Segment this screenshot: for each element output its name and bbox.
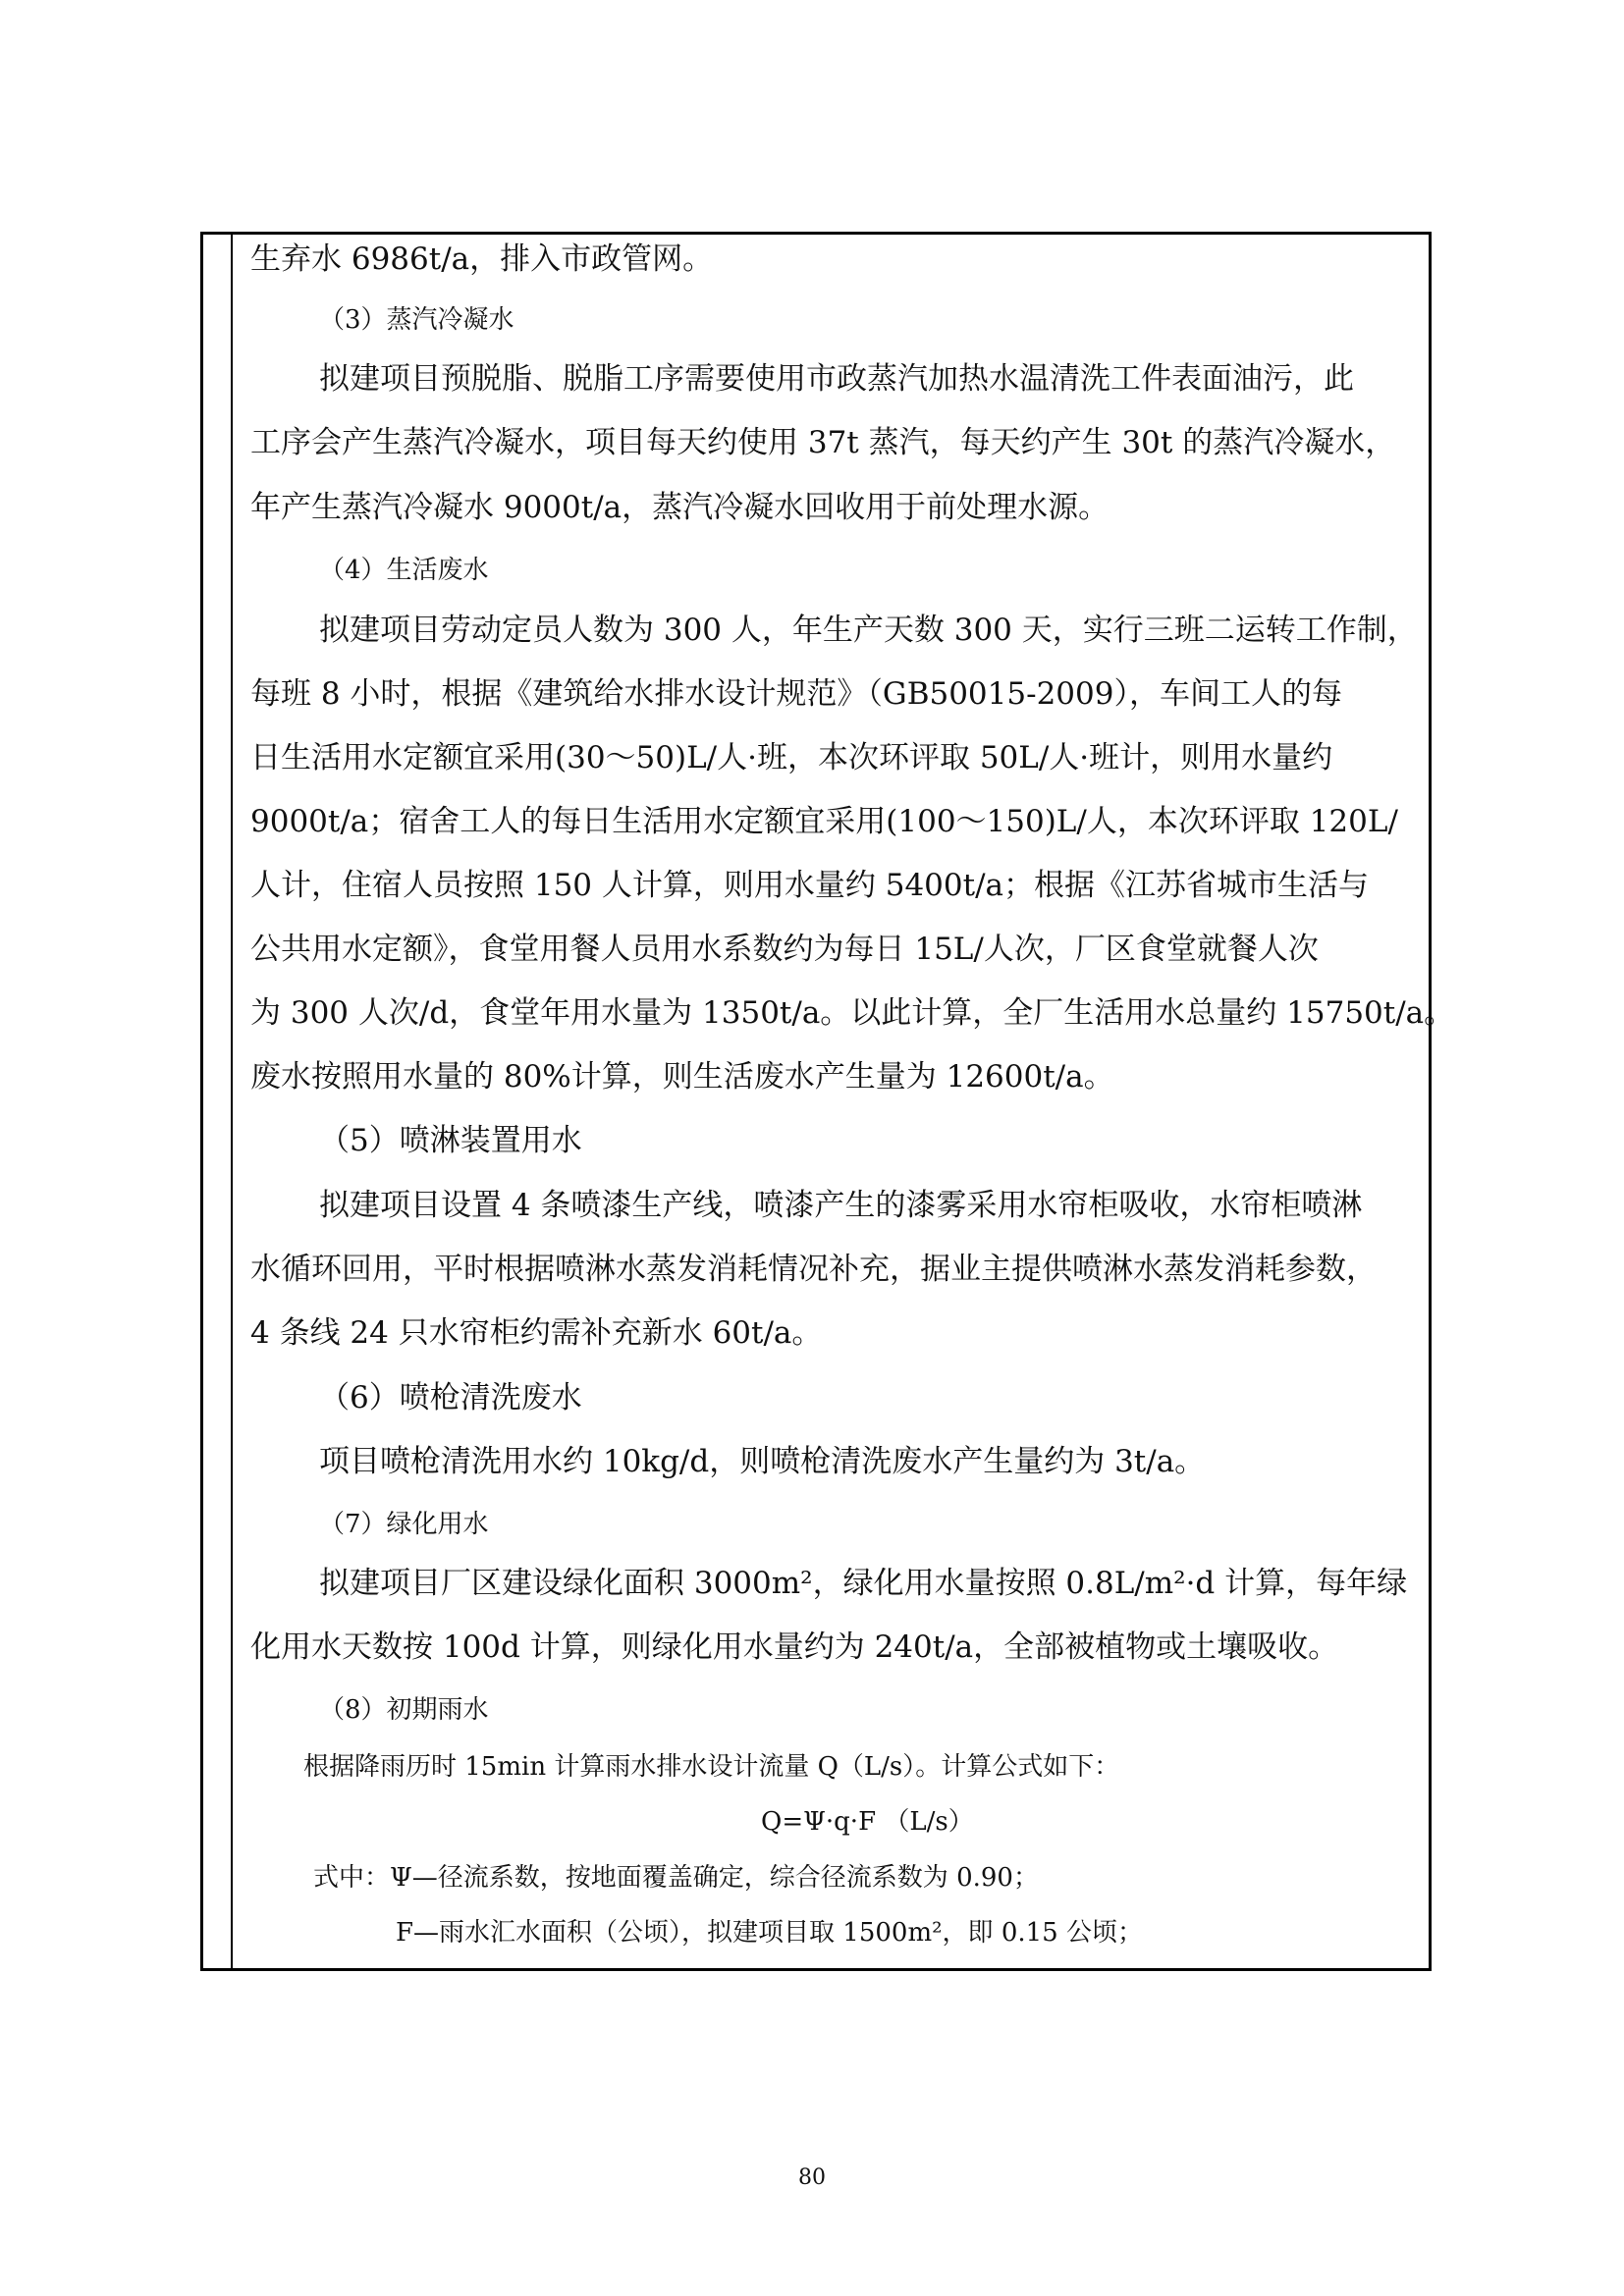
frame-content <box>250 235 1455 1968</box>
paragraph-line: 拟建项目厂区建设绿化面积 3000m²，绿化用水量按照 0.8L/m²·d 计算，每年绿 <box>319 1566 1408 1601</box>
paragraph-line: 化用水天数按 100d 计算，则绿化用水量约为 240t/a，全部被植物或土壤吸收。 <box>250 1629 1339 1665</box>
paragraph-line: 拟建项目设置 4 条喷漆生产线，喷漆产生的漆雾采用水帘柜吸收，水帘柜喷淋 <box>319 1188 1363 1223</box>
section-heading: （8）初期雨水 <box>319 1695 489 1725</box>
paragraph-line: 工序会产生蒸汽冷凝水，项目每天约使用 37t 蒸汽，每天约产生 30t 的蒸汽冷凝水， <box>250 425 1396 460</box>
section-heading: （7）绿化用水 <box>319 1510 489 1539</box>
section-heading: （5）喷淋装置用水 <box>319 1123 582 1158</box>
paragraph-line: 根据降雨历时 15min 计算雨水排水设计流量 Q（L/s）。计算公式如下： <box>303 1752 1120 1782</box>
paragraph-line: 公共用水定额》，食堂用餐人员用水系数约为每日 15L/人次，厂区食堂就餐人次 <box>250 932 1319 967</box>
paragraph-line: 4 条线 24 只水帘柜约需补充新水 60t/a。 <box>250 1315 823 1351</box>
paragraph-line: 废水按照用水量的 80%计算，则生活废水产生量为 12600t/a。 <box>250 1059 1114 1095</box>
frame-inner-rule <box>231 235 233 1968</box>
paragraph-line: 每班 8 小时，根据《建筑给水排水设计规范》（GB50015-2009），车间工人的每 <box>250 676 1342 712</box>
paragraph-line: 水循环回用，平时根据喷淋水蒸发消耗情况补充，据业主提供喷淋水蒸发消耗参数， <box>250 1252 1377 1287</box>
paragraph-line: 日生活用水定额宜采用(30～50)L/人·班，本次环评取 50L/人·班计，则用水量约 <box>250 740 1333 775</box>
paragraph-line: 人计，住宿人员按照 150 人计算，则用水量约 5400t/a；根据《江苏省城市生活与 <box>250 868 1370 903</box>
section-heading: （6）喷枪清洗废水 <box>319 1380 582 1415</box>
page-number: 80 <box>798 2165 826 2190</box>
bordered-text-frame <box>200 232 1455 1971</box>
section-heading: （4）生活废水 <box>319 556 489 585</box>
formula-definition: 式中：Ψ—径流系数，按地面覆盖确定，综合径流系数为 0.90； <box>313 1863 1039 1893</box>
paragraph-line: 项目喷枪清洗用水约 10kg/d，则喷枪清洗废水产生量约为 3t/a。 <box>319 1444 1206 1479</box>
paragraph-line: 年产生蒸汽冷凝水 9000t/a，蒸汽冷凝水回收用于前处理水源。 <box>250 490 1110 525</box>
paragraph-line: 为 300 人次/d，食堂年用水量为 1350t/a。以此计算，全厂生活用水总量约 15750t/a。 <box>250 995 1455 1031</box>
paragraph-line: 拟建项目劳动定员人数为 300 人，年生产天数 300 天，实行三班二运转工作制， <box>319 613 1418 648</box>
paragraph-line: 拟建项目预脱脂、脱脂工序需要使用市政蒸汽加热水温清洗工件表面油污，此 <box>319 361 1354 397</box>
formula-definition: F—雨水汇水面积（公顷），拟建项目取 1500m²，即 0.15 公顷； <box>396 1918 1143 1948</box>
paragraph-line: 9000t/a；宿舍工人的每日生活用水定额宜采用(100～150)L/人，本次环评取 120L/ <box>250 804 1398 839</box>
section-heading: （3）蒸汽冷凝水 <box>319 305 514 335</box>
text-line: 生弃水 6986t/a，排入市政管网。 <box>250 241 714 277</box>
formula: Q=Ψ·q·F （L/s） <box>761 1807 974 1837</box>
